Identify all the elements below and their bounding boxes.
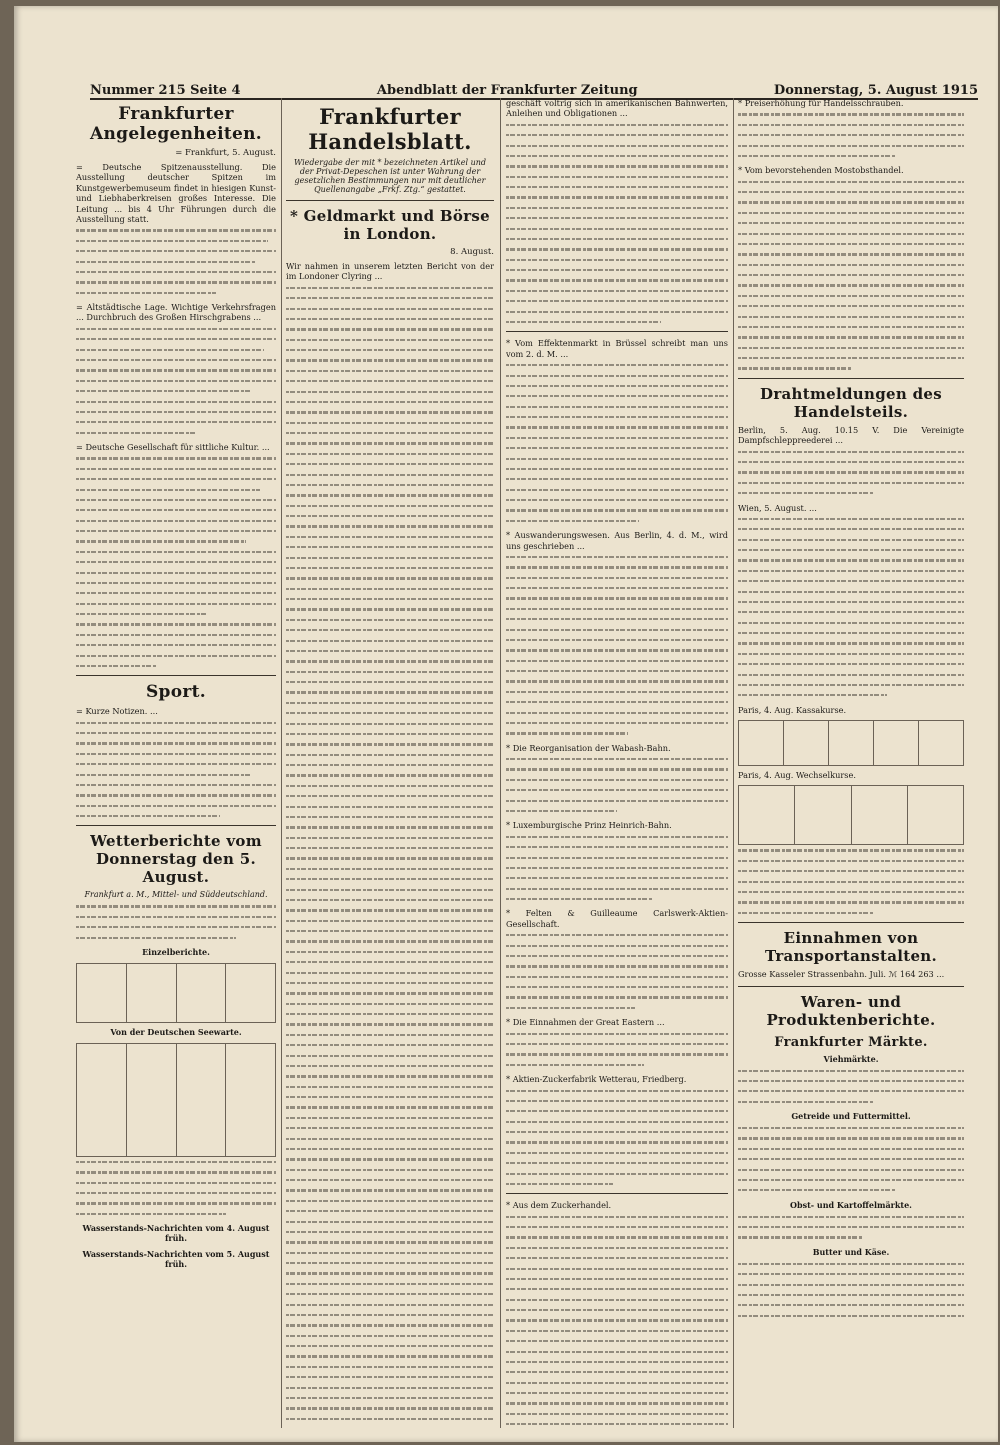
section-divider [738, 986, 964, 987]
text-block [506, 934, 728, 1009]
text-block [506, 1033, 728, 1066]
text-block [76, 229, 276, 293]
section-title-sport: Sport. [145, 682, 207, 703]
text-block [506, 758, 728, 812]
article-london: Wir nahmen in unserem letzten Bericht von der im Londoner Clyring ... [286, 261, 494, 282]
article-great-eastern: * Die Einnahmen der Great Eastern ... [506, 1017, 665, 1028]
wasser-title-2: Wasserstands-Nachrichten vom 5. August früh. [82, 1249, 270, 1270]
section-title-waren: Waren- und Produktenberichte. [766, 992, 936, 1029]
text-block [738, 1070, 964, 1103]
text-block [506, 1090, 728, 1186]
text-block [76, 905, 276, 938]
text-block [738, 1263, 964, 1317]
article-bruessel: * Vom Effektenmarkt in Brüssel schreibt man uns vom 2. d. M. ... [506, 338, 728, 359]
text-block [738, 1127, 964, 1191]
article-sport: = Kurze Notizen. ... [76, 706, 158, 717]
subhead-kartoffel: Obst- und Kartoffelmärkte. [790, 1199, 912, 1210]
seewarte-table [76, 1043, 276, 1157]
paris-kassa-table [738, 720, 964, 766]
section-divider [76, 825, 276, 826]
reprint-note: Wiedergabe der mit * bezeichneten Artikel und der Privat-Depeschen ist unter Wahrung der gesetzlichen Bestimmungen nur mit deutlicher Quellenangabe „Frkf. Ztg.“ gestattet. [293, 158, 487, 194]
subhead-getreide: Getreide und Futtermittel. [791, 1111, 911, 1121]
article-spitzen: = Deutsche Spitzenausstellung. Die Ausstellung deutscher Spitzen im Kunstgewerbemuseum findet in hiesigen Kunst- und Liebhaberkreisen großes Interesse. Die Leitung ... bis 4 Uhr Führungen durch die Ausstellung statt. [76, 162, 276, 225]
subhead-butter: Butter und Käse. [812, 1246, 890, 1257]
article-continued: geschäft voltrig sich in amerikanischen Bahnwerten, Anleihen und Obligationen ... [506, 98, 728, 119]
text-block [286, 287, 494, 1428]
text-block [506, 364, 728, 522]
section-divider [738, 922, 964, 923]
article-transport: Grosse Kasseler Strassenbahn. Juli. ℳ 164 263 ... [738, 969, 945, 980]
section-divider [506, 1193, 728, 1194]
section-divider [76, 675, 276, 676]
text-block [738, 113, 964, 157]
column-rule [500, 98, 501, 1428]
column-handelsblatt [286, 98, 494, 1428]
article-title-london: * Geldmarkt und Börse in London. [289, 207, 491, 243]
article-wien: Wien, 5. August. ... [738, 502, 817, 513]
wasser-title-1: Wasserstands-Nachrichten vom 4. August früh. [82, 1223, 270, 1244]
article-felten: * Felten & Guilleaume Carlswerk-Aktien-Gesellschaft. [506, 908, 728, 929]
article-altstadt: = Altstädtische Lage. Wichtige Verkehrsfragen ... Durchbruch des Großen Hirschgrabens ... [76, 302, 276, 323]
text-block [76, 328, 276, 434]
section-title-local: Frankfurter Angelegenheiten. [90, 104, 262, 144]
weather-table [76, 963, 276, 1023]
page-header [90, 76, 978, 100]
article-schrauben: * Preiserhöhung für Handelsschrauben. [738, 98, 904, 108]
section-title-handelsblatt: Frankfurter Handelsblatt. [308, 104, 472, 154]
section-title-draht: Drahtmeldungen des Handelsteils. [760, 384, 942, 421]
section-title-transport: Einnahmen von Transportanstalten. [764, 929, 938, 966]
section-divider [286, 200, 494, 201]
column-rule [733, 98, 734, 1428]
dateline: = Frankfurt, 5. August. [175, 148, 276, 158]
article-zuckerfabrik: * Aktien-Zuckerfabrik Wetterau, Friedberg. [506, 1074, 687, 1085]
text-block [738, 181, 964, 370]
article-zuckerhandel: * Aus dem Zuckerhandel. [506, 1200, 612, 1211]
column-business-news [506, 98, 728, 1428]
article-paris-wechsel: Paris, 4. Aug. Wechselkurse. [738, 770, 856, 781]
article-auswanderung: * Auswanderungswesen. Aus Berlin, 4. d. M., wird uns geschrieben ... [506, 530, 728, 551]
text-block [506, 556, 728, 735]
paper-name: Abendblatt der Frankfurter Zeitung [376, 83, 638, 98]
subhead-vieh: Viehmärkte. [823, 1053, 879, 1064]
article-gesellschaft: = Deutsche Gesellschaft für sittliche Kultur. ... [76, 442, 270, 452]
text-block [738, 451, 964, 495]
section-title-maerkte: Frankfurter Märkte. [774, 1034, 928, 1050]
dateline: 8. August. [450, 247, 494, 257]
text-block [76, 722, 276, 818]
article-wabash: * Die Reorganisation der Wabash-Bahn. [506, 742, 671, 753]
text-block [506, 836, 728, 900]
text-block [76, 1161, 276, 1215]
paris-wechsel-table [738, 785, 964, 845]
article-paris-kassa: Paris, 4. Aug. Kassakurse. [738, 704, 847, 715]
article-berlin: Berlin, 5. Aug. 10.15 V. Die Vereinigte Dampfschleppreederei ... [738, 424, 964, 446]
column-local-news [76, 98, 276, 1428]
weather-table-title: Einzelberichte. [142, 946, 210, 957]
issue-date: Donnerstag, 5. August 1915 [773, 83, 978, 98]
text-block [738, 849, 964, 913]
text-block [738, 1216, 964, 1239]
text-block [76, 457, 276, 667]
weather-title: Wetterberichte vom Donnerstag den 5. August. [90, 832, 262, 887]
section-divider [506, 331, 728, 332]
column-rule [281, 98, 282, 1428]
issue-number: Nummer 215 Seite 4 [90, 83, 241, 98]
column-telegrams [738, 98, 964, 1428]
seewarte-title: Von der Deutschen Seewarte. [110, 1026, 242, 1037]
article-mostobst: * Vom bevorstehenden Mostobsthandel. [738, 165, 904, 176]
weather-subtitle: Frankfurt a. M., Mittel- und Süddeutschland. [84, 890, 268, 900]
text-block [506, 1216, 728, 1428]
text-block [738, 518, 964, 697]
section-divider [738, 378, 964, 379]
text-block [506, 124, 728, 323]
article-luxemburg: * Luxemburgische Prinz Heinrich-Bahn. [506, 820, 672, 831]
